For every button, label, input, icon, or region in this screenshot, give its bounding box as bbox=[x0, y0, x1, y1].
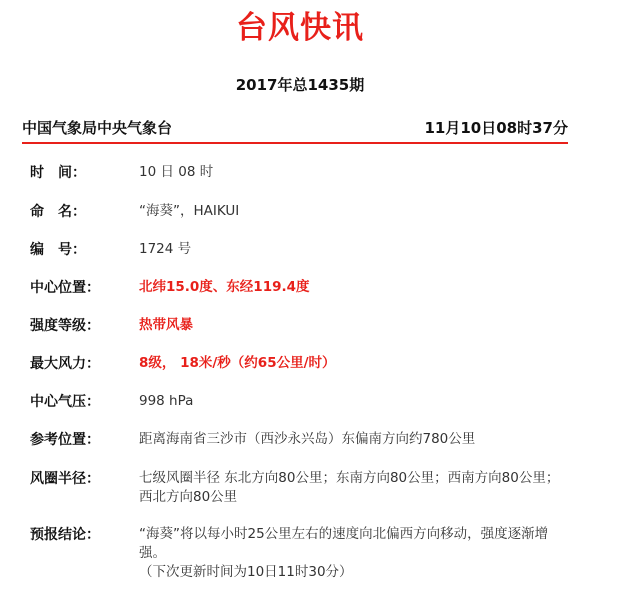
issue-timestamp: 11月10日08时37分 bbox=[424, 119, 568, 137]
field-value-highlight: 8级， 18米/秒（约65公里/时） bbox=[139, 355, 336, 371]
field-label: 命 名： bbox=[30, 204, 86, 220]
field-value: “海葵”，HAIKUI bbox=[139, 203, 240, 219]
field-label: 中心位置： bbox=[30, 280, 100, 296]
field-value-highlight: 北纬15.0度、东经119.4度 bbox=[139, 279, 310, 295]
forecast-text: “海葵”将以每小时25公里左右的速度向北偏西方向移动，强度逐渐增强。 bbox=[139, 526, 549, 561]
forecast-block bbox=[139, 525, 569, 582]
header-divider bbox=[22, 142, 568, 144]
field-label: 时 间： bbox=[30, 165, 86, 181]
issue-number: 2017年总1435期 bbox=[235, 76, 365, 94]
field-label: 编 号： bbox=[30, 242, 86, 258]
field-label: 预报结论： bbox=[30, 527, 100, 543]
field-value: 10 日 08 时 bbox=[139, 164, 214, 180]
field-label: 强度等级： bbox=[30, 318, 100, 334]
field-value: 七级风圈半径 东北方向80公里；东南方向80公里；西南方向80公里；西北方向80公里 bbox=[139, 470, 560, 505]
field-value: 1724 号 bbox=[139, 241, 192, 257]
bulletin-header bbox=[22, 116, 568, 140]
field-label: 最大风力： bbox=[30, 356, 100, 372]
field-value: 距离海南省三沙市（西沙永兴岛）东偏南方向约780公里 bbox=[139, 431, 476, 447]
field-value-highlight: 热带风暴 bbox=[139, 317, 193, 333]
field-label: 风圈半径： bbox=[30, 471, 100, 487]
next-update-note: （下次更新时间为10日11时30分） bbox=[139, 564, 353, 580]
field-label: 中心气压： bbox=[30, 394, 100, 410]
issuing-agency: 中国气象局中央气象台 bbox=[22, 119, 173, 137]
page-title: 台风快讯 bbox=[236, 10, 364, 46]
field-value: 998 hPa bbox=[139, 393, 194, 409]
field-label: 参考位置： bbox=[30, 432, 100, 448]
